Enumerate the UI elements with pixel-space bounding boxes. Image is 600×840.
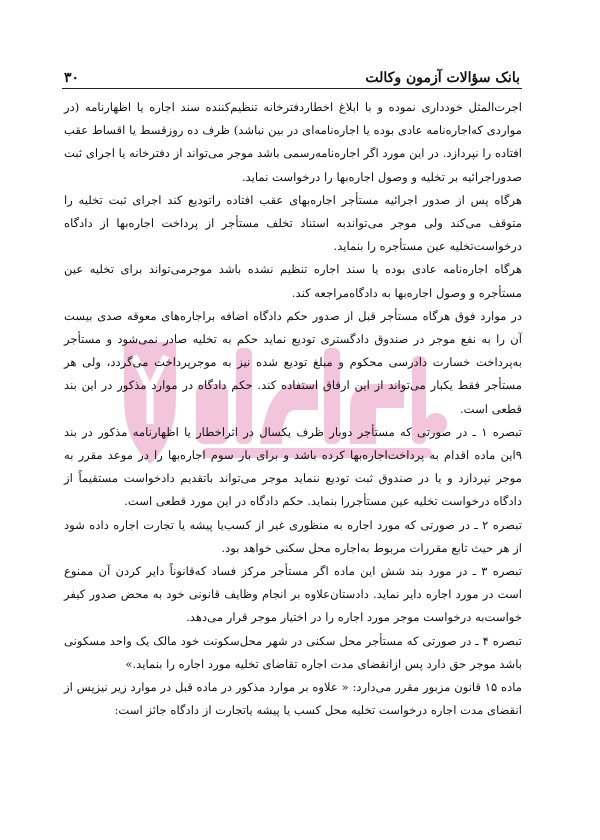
paragraph: اجرت‌المثل خودداری نموده و با ابلاغ اخطاردفترخانه تنظیم‌کننده سند اجاره یا اظهارنامه (در مواردی که‌اجاره‌نامه عادی بوده یا اجاره‌نامه‌ای در بین نباشد) ظرف ده روزقسط یا اقساط عقب افتاده را نپردازد. در این مورد اگر اجاره‌نامه‌رسمی باشد موجر می‌تواند از دفترخانه یا اجرای ثبت صدوراجرائیه بر تخلیه و وصول اجاره‌بها را درخواست نماید. [64, 100, 522, 184]
paragraph: تبصره ۲ ـ در صورتی که مورد اجاره به منظوری غیر از کسب‌یا پیشه یا تجارت اجاره داده شود از هر حیث تابع مقررات مربوط به‌اجاره محل سکنی خواهد بود. [64, 517, 522, 555]
paragraph: در موارد فوق هرگاه مستأجر قبل از صدور حکم دادگاه اضافه براجاره‌های معوقه صدی بیست آن را به نفع موجر در صندوق دادگستری تودیع نماید حکم به تخلیه صادر نمی‌شود و مستأجر به‌پرداخت خسارت دادرسی محکوم و مبلغ تودیع شده نیز به موجرپرداخت می‌گردد، ولی هر مستأجر فقط یکبار می‌تواند از این ارفاق استفاده کند. حکم دادگاه در موارد مذکور در این بند قطعی است. [64, 308, 522, 416]
paragraph: تبصره ۳ ـ در مورد بند شش این ماده اگر مستأجر مرکز فساد که‌قانوناً دایر کردن آن ممنوع است در مورد اجاره دایر نماید. دادستان‌علاوه بر انجام وظایف قانونی خود به محض صدور کیفر خواست‌به درخواست موجر مورد اجاره را در اختیار موجر قرار می‌دهد. [64, 564, 523, 625]
paragraph: هرگاه پس از صدور اجرائیه مستأجر اجاره‌بهای عقب افتاده راتودیع کند اجرای ثبت تخلیه را متوقف می‌کند ولی موجر می‌تواندبه استناد تخلف مستأجر از پرداخت اجاره‌بها از دادگاه درخواست‌تخلیه عین مستأجره را بنماید. [64, 192, 522, 254]
header-rule [62, 88, 522, 89]
paragraph: تبصره ۴ ـ در صورتی که مستأجر محل سکنی در شهر محل‌سکونت خود مالک یک واحد مسکونی باشد موجر حق دارد پس ازانقضای مدت اجاره تقاضای تخلیه مورد اجاره را بنماید.» [64, 633, 523, 671]
page-header [64, 60, 520, 86]
paragraph: ماده ۱۵ قانون مزبور مقرر می‌دارد: « علاوه بر موارد مذکور در ماده قبل در موارد زیر نیز‌پس از انقضای مدت اجاره درخواست تخلیه محل کسب یا پیشه یاتجارت از دادگاه جائز است: [64, 680, 522, 718]
page-number: ۳۰ [64, 70, 80, 86]
paragraph: تبصره ۱ ـ در صورتی که مستأجر دوبار ظرف یکسال در اثراخطار یا اظهارنامه مذکور در بند ۹این ماده اقدام به پرداخت‌اجاره‌بها کرده باشد و برای بار سوم اجاره‌بها را در موعد مقرر به موجر نپردازد و یا در صندوق ثبت تودیع ننماید موجر می‌تواند باتقدیم دادخواست مستقیماً از دادگاه درخواست تخلیه عین مستأجررا بنماید. حکم دادگاه در این مورد قطعی است. [64, 424, 522, 509]
document-body [64, 96, 522, 722]
running-title: بانک سؤالات آزمون وکالت [365, 70, 520, 86]
paragraph: هرگاه اجاره‌نامه عادی بوده یا سند اجاره تنظیم نشده باشد موجرمی‌تواند برای تخلیه عین مستأجره و وصول اجاره‌بها به دادگاه‌مراجعه کند. [64, 262, 522, 300]
